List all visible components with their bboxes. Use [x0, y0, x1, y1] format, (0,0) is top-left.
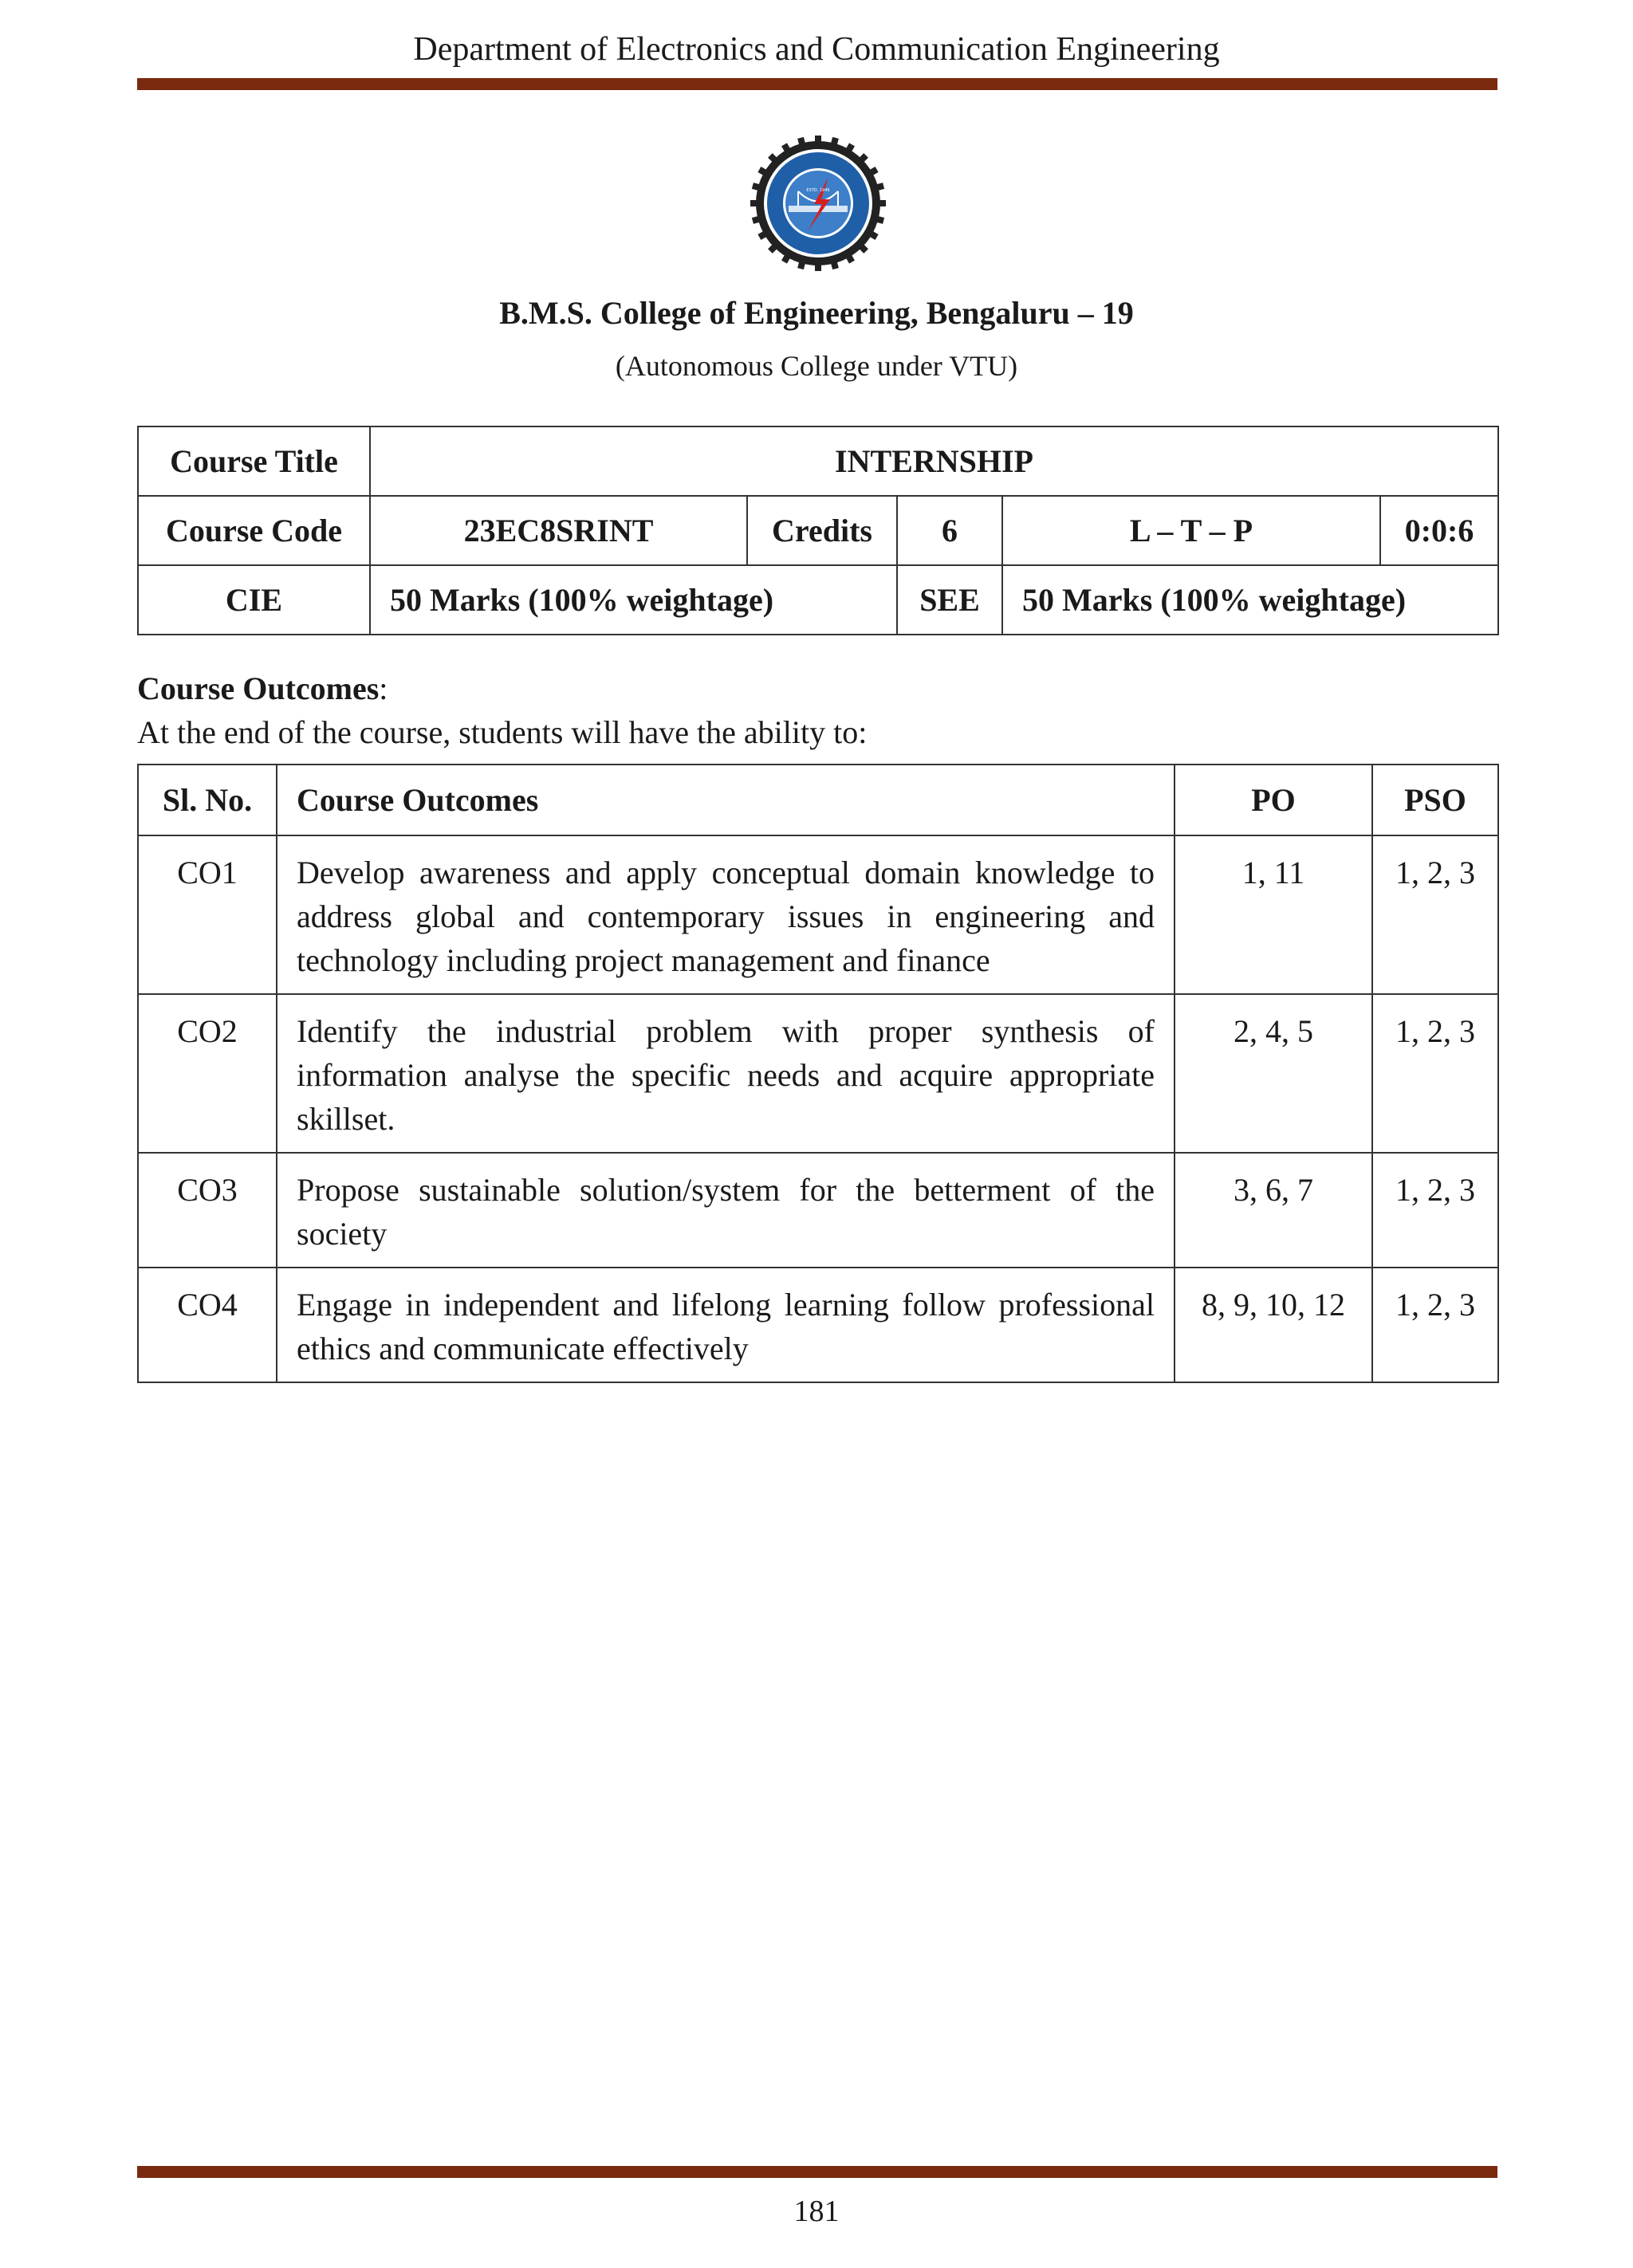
table-row [138, 994, 1498, 1153]
outcome-po: 8, 9, 10, 12 [1175, 1268, 1372, 1382]
course-outcomes-heading: Course Outcomes: [137, 670, 388, 706]
cie-label: CIE [138, 565, 370, 635]
credits-label: Credits [747, 496, 897, 565]
outcome-text: Develop awareness and apply conceptual domain knowledge to address global and contemporary issues in engineering and technology including project management and finance [277, 835, 1175, 994]
header-rule [137, 78, 1497, 90]
outcome-po: 3, 6, 7 [1175, 1153, 1372, 1268]
course-title-label: Course Title [138, 426, 370, 496]
table-row [138, 835, 1498, 994]
department-header: Department of Electronics and Communication Engineering [413, 31, 1220, 68]
outcome-id: CO1 [138, 835, 277, 994]
ltp-value: 0:0:6 [1380, 496, 1498, 565]
course-title-value: INTERNSHIP [370, 426, 1498, 496]
table-row [138, 1268, 1498, 1382]
footer-rule [137, 2166, 1497, 2178]
table-row [138, 496, 1498, 565]
course-code-label: Course Code [138, 496, 370, 565]
outcome-pso: 1, 2, 3 [1372, 1268, 1498, 1382]
outcome-po: 2, 4, 5 [1175, 994, 1372, 1153]
column-header-pso: PSO [1372, 765, 1498, 835]
course-outcomes-intro: At the end of the course, students will have the ability to: [137, 714, 868, 750]
course-code-value: 23EC8SRINT [370, 496, 747, 565]
svg-text:ESTD. 1946: ESTD. 1946 [806, 188, 830, 193]
course-info-table [137, 426, 1499, 635]
table-row [138, 1153, 1498, 1268]
column-header-sl: Sl. No. [138, 765, 277, 835]
outcome-pso: 1, 2, 3 [1372, 1153, 1498, 1268]
outcome-pso: 1, 2, 3 [1372, 994, 1498, 1153]
cie-value: 50 Marks (100% weightage) [370, 565, 897, 635]
table-row [138, 565, 1498, 635]
credits-value: 6 [897, 496, 1002, 565]
ltp-label: L – T – P [1002, 496, 1380, 565]
outcome-id: CO4 [138, 1268, 277, 1382]
column-header-outcomes: Course Outcomes [277, 765, 1175, 835]
outcome-id: CO3 [138, 1153, 277, 1268]
college-name: B.M.S. College of Engineering, Bengaluru – 19 [499, 295, 1134, 331]
outcome-text: Identify the industrial problem with proper synthesis of information analyse the specific needs and acquire appropriate skillset. [277, 994, 1175, 1153]
page-number: 181 [793, 2195, 840, 2228]
course-outcomes-table [137, 764, 1499, 1383]
see-value: 50 Marks (100% weightage) [1002, 565, 1498, 635]
outcome-pso: 1, 2, 3 [1372, 835, 1498, 994]
outcome-text: Engage in independent and lifelong learning follow professional ethics and communicate effectively [277, 1268, 1175, 1382]
column-header-po: PO [1175, 765, 1372, 835]
outcome-po: 1, 11 [1175, 835, 1372, 994]
see-label: SEE [897, 565, 1002, 635]
college-subtitle: (Autonomous College under VTU) [615, 350, 1018, 382]
outcome-text: Propose sustainable solution/system for the betterment of the society [277, 1153, 1175, 1268]
table-header-row [138, 765, 1498, 835]
college-logo [750, 136, 886, 271]
table-row [138, 426, 1498, 496]
outcome-id: CO2 [138, 994, 277, 1153]
